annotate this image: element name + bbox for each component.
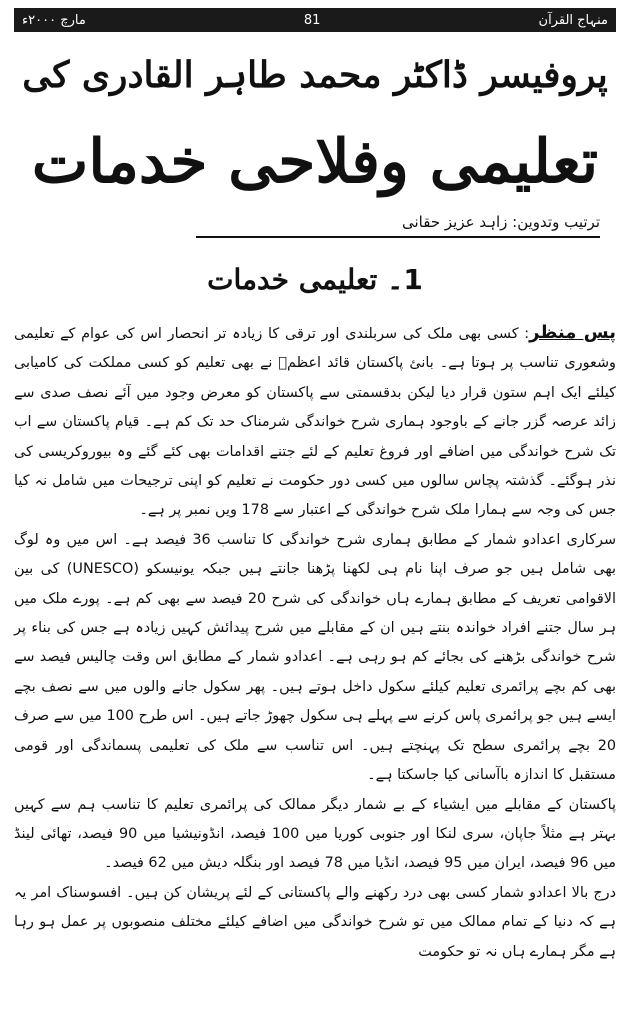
paragraph-1-text: کسی بھی ملک کی سربلندی اور ترقی کا زیادہ تر انحصار اس کی عوام کے تعلیمی وشعوری تناسب پر ہوتا ہے۔ بانئ پاکستان قائد اعظمؒ نے بھی تعلیم کو کسی مملکت کی کامیابی کیلئے ایک اہم ستون قرار دیا لیکن بدقسمتی سے پاکستان کو معرض وجود میں آئے نصف صدی سے زائد عرصہ گزر جانے کے باوجود ہماری شرح خواندگی شرمناک حد تک کم ہے۔ قیام پاکستان سے اب تک شرح خواندگی میں اضافے اور فروغ تعلیم کے لئے جتنے اقدامات بھی کئے گئے وہ بیوروکریسی کی نذر ہوگئے۔ گذشتہ پچاس سالوں میں کسی دور حکومت نے تعلیم کو اپنی ترجیحات میں شامل نہ کیا جس کی وجہ سے ہمارا ملک شرح خواندگی کے اعتبار سے 178 ویں نمبر پر ہے۔	[14, 326, 616, 519]
article-title-line-1: پروفیسر ڈاکٹر محمد طاہر القادری کی	[22, 54, 608, 96]
header-page-number: 81	[303, 12, 321, 28]
page-header-bar	[14, 8, 616, 32]
paragraph-1: پس منظر: کسی بھی ملک کی سربلندی اور ترقی کا زیادہ تر انحصار اس کی عوام کے تعلیمی وشعوری تناسب پر ہوتا ہے۔ بانئ پاکستان قائد اعظمؒ نے بھی تعلیم کو کسی مملکت کی کامیابی کیلئے ایک اہم ستون قرار دیا لیکن بدقسمتی سے پاکستان کو معرض وجود میں آئے نصف صدی سے زائد عرصہ گزر جانے کے باوجود ہماری شرح خواندگی شرمناک حد تک کم ہے۔ قیام پاکستان سے اب تک شرح خواندگی میں اضافے اور فروغ تعلیم کے لئے جتنے اقدامات بھی کئے گئے وہ بیوروکریسی کی نذر ہوگئے۔ گذشتہ پچاس سالوں میں کسی دور حکومت نے تعلیم کو اپنی ترجیحات میں شامل نہ کیا جس کی وجہ سے ہمارا ملک شرح خواندگی کے اعتبار سے 178 ویں نمبر پر ہے۔	[14, 322, 616, 519]
section-title: تعلیمی خدمات	[207, 263, 378, 296]
section-heading	[20, 258, 610, 302]
paragraph-3: پاکستان کے مقابلے میں ایشیاء کے بے شمار دیگر ممالک کی پرائمری تعلیم کا تناسب ہم سے کہیں بہتر ہے مثلاً جاپان، سری لنکا اور جنوبی کوریا میں 100 فیصد، انڈونیشیا میں 90 فیصد، تھائی لینڈ میں 96 فیصد، ایران میں 95 فیصد، انڈیا میں 78 فیصد اور بنگلہ دیش میں 62 فیصد۔	[14, 796, 616, 872]
lead-label: پس منظر	[529, 322, 616, 343]
header-issue-date: مارچ ۲۰۰۰ء	[22, 12, 86, 28]
paragraph-4: درج بالا اعدادو شمار کسی بھی درد رکھنے والے پاکستانی کے لئے پریشان کن ہیں۔ افسوسناک امر یہ ہے کہ دنیا کے تمام ممالک میں تو شرح خواندگی میں اضافے کیلئے مختلف منصوبوں پر عمل ہو رہا ہے مگر ہمارے ہاں نہ تو حکومت	[14, 884, 616, 960]
section-number: 1۔	[387, 263, 423, 296]
paragraph-2: سرکاری اعدادو شمار کے مطابق ہماری شرح خواندگی کا تناسب 36 فیصد ہے۔ اس میں وہ لوگ بھی شامل ہیں جو صرف اپنا نام ہی لکھنا پڑھنا جانتے ہیں جبکہ یونیسکو (UNESCO) کی بین الاقوامی تعریف کے مطابق ہمارے ہاں خواندگی کی شرح 20 فیصد سے بھی کم ہے۔ پورے ملک میں ہر سال جتنے افراد خواندہ بنتے ہیں ان کے مقابلے میں شرح پیدائش کہیں زیادہ ہے جس کی بناء پر شرح خواندگی بڑھنے کی بجائے کم ہو رہی ہے۔ اعدادو شمار کے مطابق اس وقت چالیس فیصد سے بھی کم بچے پرائمری تعلیم کیلئے سکول داخل ہوتے ہیں۔ پھر سکول جانے والوں میں سے نصف بچے ایسے ہیں جو پرائمری پاس کرنے سے پہلے ہی سکول چھوڑ جاتے ہیں۔ اس طرح 100 میں سے صرف 20 بچے پرائمری سطح تک پہنچتے ہیں۔ اس تناسب سے ملک کی تعلیمی پسماندگی اور قومی مستقبل کا اندازہ باآسانی کیا جاسکتا ہے۔	[14, 531, 617, 784]
article-title-line-2: تعلیمی وفلاحی خدمات	[31, 127, 599, 197]
byline-rule	[196, 236, 600, 238]
article-byline: ترتیب وتدوین: زاہد عزیز حقانی	[402, 213, 600, 231]
header-magazine-name: منہاج القرآن	[538, 12, 608, 28]
article-body	[14, 318, 616, 967]
